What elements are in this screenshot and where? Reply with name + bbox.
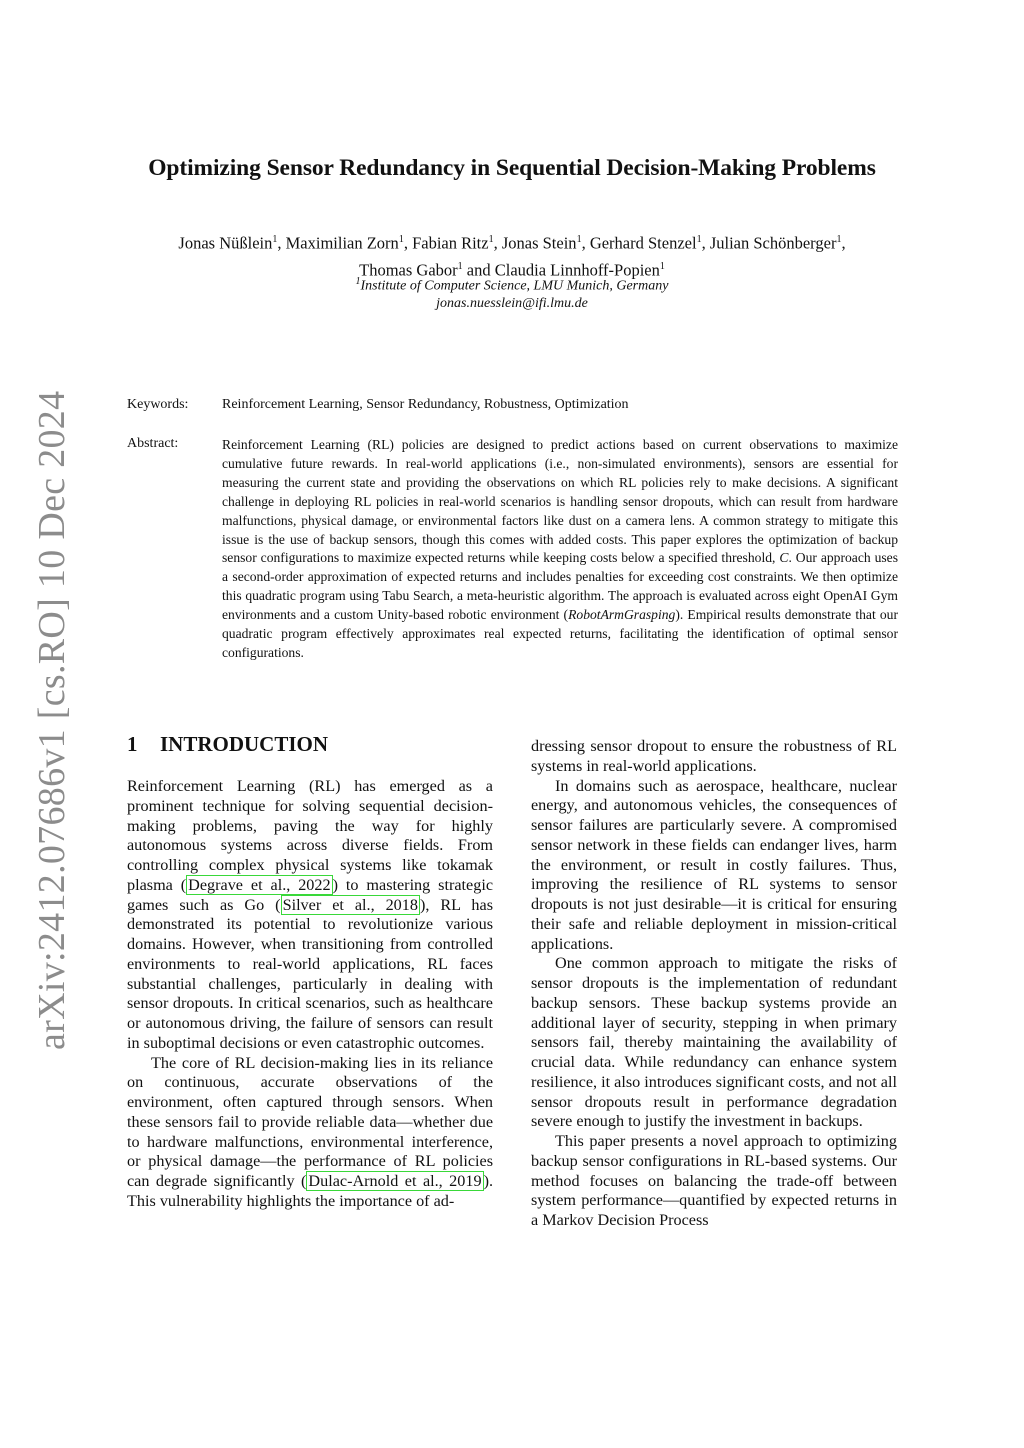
author-separator: , <box>403 233 413 253</box>
section-number: 1 <box>127 732 138 756</box>
body-paragraph <box>127 777 493 1054</box>
author-separator: , <box>581 233 590 253</box>
body-paragraph: This paper presents a novel approach to optimizing backup sensor configurations in RL-based systems. Our method focuses on balancing the trade-off between system performance—quantified by expected returns in a Markov Decision Process <box>531 1132 897 1229</box>
author-name: Maximilian Zorn <box>285 233 399 253</box>
author-affil-mark: 1 <box>836 234 842 245</box>
abstract-part: ). Empirical results demonstrate that our quadratic program effectively approximates real expected returns, facilitating the identification of optimal sensor configurations. <box>222 607 898 660</box>
author-separator: , <box>493 233 502 253</box>
affiliation-mark: 1 <box>355 276 361 287</box>
abstract-cost-symbol: C <box>779 550 789 566</box>
author-affil-mark: 1 <box>272 234 278 245</box>
arxiv-identifier-stamp: arXiv:2412.07686v1 [cs.RO] 10 Dec 2024 <box>31 390 73 1050</box>
author-affil-mark: 1 <box>576 234 582 245</box>
abstract-part: . Our approach uses a second-order approximation of expected returns and includes penalties for exceeding cost constraints. We then optimize this quadratic program using Tabu Search, a meta-heuristic algorithm. The approach is evaluated across eight OpenAI Gym environments and a custom Unity-based robotic environment ( <box>222 550 899 623</box>
author-affil-mark: 1 <box>398 234 404 245</box>
author-list <box>110 228 914 281</box>
author-line-1 <box>110 228 914 255</box>
body-text: The core of RL decision-making lies in its reliance on continuous, accurate observations of the environment, often captured through sensors. When these sensors fail to provide reliable data—whether due to hardware malfunctions, environmental interference, or physical damage—the performance of RL policies can degrade significantly ( <box>127 1053 493 1190</box>
author-name: Jonas Nüßlein <box>178 233 273 253</box>
body-text: ), RL has demonstrated its potential to revolutionize various domains. However, when transitioning from controlled environments to real-world applications, RL faces substantial challenges, particularly in dealing with sensor dropouts. In critical scenarios, such as healthcare or autonomous driving, the failure of sensors can result in suboptimal decisions or even catastrophic outcomes. <box>127 895 494 1052</box>
author-separator: , <box>701 233 710 253</box>
body-text: Reinforcement Learning (RL) has emerged as a prominent technique for solving sequential decision-making problems, paving the way for highly autonomous systems across diverse fields. From controlling complex physical systems like tokamak plasma ( <box>127 777 493 894</box>
author-affil-mark: 1 <box>659 260 665 272</box>
citation-link[interactable]: Dulac-Arnold et al., 2019 <box>308 1172 482 1190</box>
abstract-part: Reinforcement Learning (RL) policies are designed to predict actions based on current observations to maximize cumulative future rewards. In real-world applications (i.e., non-simulated environments), sensors are essential for measuring the current state and providing the observations on which RL policies rely to make decisions. A significant challenge in deploying RL policies in real-world scenarios is handling sensor dropouts, which can result from hardware malfunctions, physical damage, or environmental factors like dust on a camera lens. A common strategy to mitigate this issue is the use of backup sensors, though this comes with added costs. This paper explores the optimization of backup sensor configurations to maximize expected returns while keeping costs below a specified threshold, <box>222 437 898 566</box>
paper-title: Optimizing Sensor Redundancy in Sequential Decision-Making Problems <box>148 155 876 181</box>
author-name: Gerhard Stenzel <box>589 233 697 253</box>
author-name: Julian Schönberger <box>709 233 837 253</box>
author-conjunction: and <box>462 260 495 279</box>
affiliation <box>110 276 914 295</box>
abstract-label: Abstract: <box>127 436 179 451</box>
abstract-env-name: RobotArmGrasping <box>568 607 676 623</box>
author-name: Claudia Linnhoff-Popien <box>494 260 660 279</box>
body-paragraph: dressing sensor dropout to ensure the robustness of RL systems in real-world applications. <box>531 737 897 775</box>
author-separator: , <box>841 233 846 253</box>
body-paragraph: One common approach to mitigate the risks of sensor dropouts is the implementation of redundant backup sensors. These backup systems provide an additional layer of security, stepping in when primary sensors fail, thereby maintaining the availability of crucial data. While redundancy can enhance system resilience, it also introduces significant costs, and not all sensor dropouts result in performance degradation severe enough to justify the investment in backups. <box>531 954 897 1131</box>
author-name: Thomas Gabor <box>359 260 458 279</box>
affiliation-text: Institute of Computer Science, LMU Munich, Germany <box>360 278 669 294</box>
author-name: Fabian Ritz <box>412 233 489 253</box>
body-column-left <box>127 777 493 1212</box>
body-paragraph: In domains such as aerospace, healthcare, nuclear energy, and autonomous vehicles, the consequences of sensor failures are particularly severe. A compromised sensor network in these fields can endanger lives, harm the environment, or result in costly failures. Thus, improving the resilience of RL systems to sensor dropouts is not just desirable—it is critical for ensuring their safe and reliable deployment in mission-critical applications. <box>531 776 897 953</box>
author-separator: , <box>277 233 286 253</box>
section-title: INTRODUCTION <box>160 732 329 756</box>
body-text: ) to mastering strategic games such as Go ( <box>127 875 493 914</box>
body-column-right <box>531 737 897 1231</box>
keywords-label: Keywords: <box>127 397 189 412</box>
abstract-text <box>222 436 898 663</box>
citation-link[interactable]: Silver et al., 2018 <box>282 895 418 914</box>
body-text: ). This vulnerability highlights the importance of ad- <box>127 1172 493 1210</box>
author-email: jonas.nuesslein@ifi.lmu.de <box>436 296 588 311</box>
section-heading <box>127 732 328 757</box>
body-paragraph <box>127 1054 493 1212</box>
author-name: Jonas Stein <box>501 233 577 253</box>
keywords-text: Reinforcement Learning, Sensor Redundancy, Robustness, Optimization <box>222 397 629 412</box>
author-affil-mark: 1 <box>457 260 463 272</box>
author-affil-mark: 1 <box>488 234 494 245</box>
citation-link[interactable]: Degrave et al., 2022 <box>188 875 331 894</box>
author-affil-mark: 1 <box>696 234 702 245</box>
